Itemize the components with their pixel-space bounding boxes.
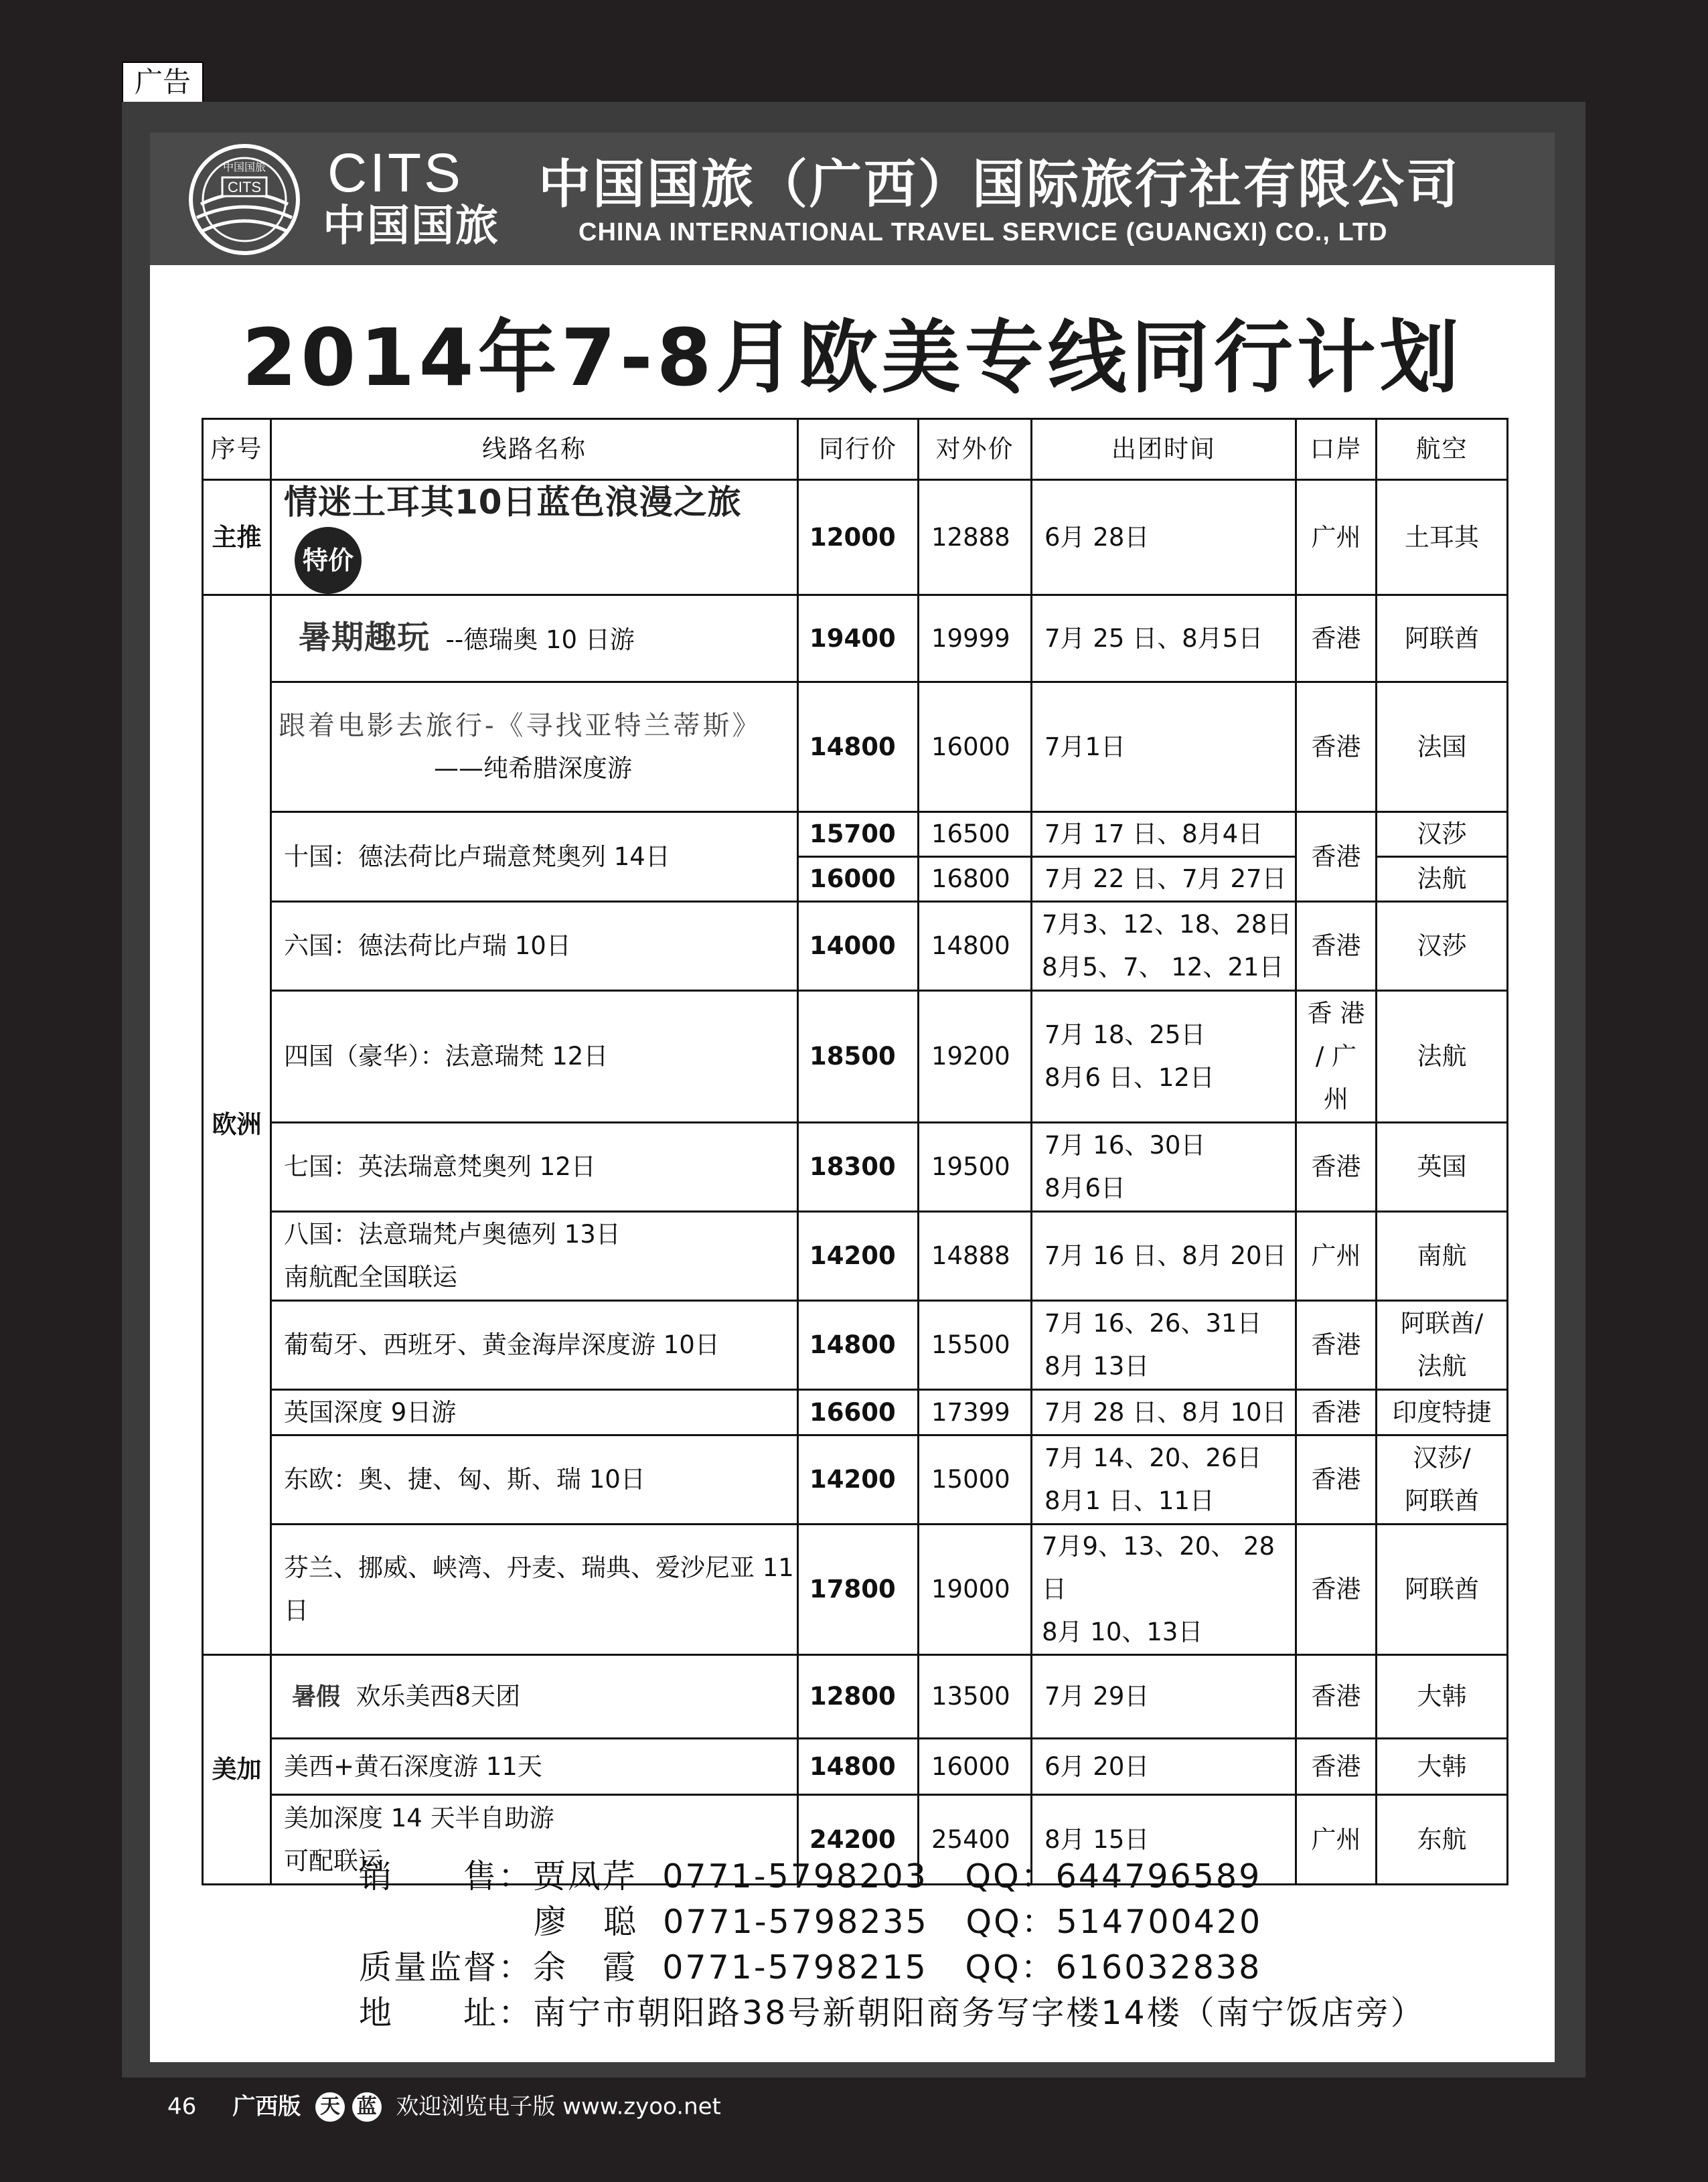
col-header-departure: 出团时间 (1032, 419, 1296, 480)
trade-price-cell: 14000 (798, 902, 919, 991)
departure-cell: 7月1日 (1032, 682, 1296, 812)
departure-line: 7月 16、30日 (1044, 1131, 1206, 1160)
trade-price-cell: 14200 (798, 1212, 919, 1301)
retail-price-cell: 17399 (919, 1390, 1032, 1435)
departure-cell: 6月 28日 (1032, 480, 1296, 595)
airline-cell: 汉莎 (1377, 902, 1508, 991)
port-cell: 香港 (1296, 1435, 1377, 1525)
page-title: 2014年7-8月欧美专线同行计划 (242, 311, 1463, 404)
route-name-cell: 美西+黄石深度游 11天 (271, 1739, 798, 1795)
departure-line: 8月 10、13日 (1042, 1618, 1203, 1646)
airline-cell: 大韩 (1377, 1739, 1508, 1795)
trade-price-cell: 14800 (798, 682, 919, 812)
departure-cell: 7月 28 日、8月 10日 (1032, 1390, 1296, 1435)
departure-cell: 7月 16 日、8月 20日 (1032, 1212, 1296, 1301)
trade-price-cell: 24200 (798, 1795, 919, 1885)
departure-line: 8月6日 (1044, 1174, 1126, 1202)
company-name-en: CHINA INTERNATIONAL TRAVEL SERVICE (GUANGXI) CO., LTD (578, 218, 1388, 246)
retail-price-cell: 14800 (919, 902, 1032, 991)
airline-cell: 汉莎 (1377, 812, 1508, 857)
contact-qq-label: QQ： (965, 1903, 1057, 1941)
contact-label: 销 售： (359, 1857, 534, 1895)
departure-cell: 7月 22 日、7月 27日 (1032, 857, 1296, 902)
table-row (203, 991, 1508, 1123)
port-cell: 香港 (1296, 1123, 1377, 1212)
logo-ring-text: 中国国旅 (222, 161, 266, 173)
route-name: 欢乐美西8天团 (356, 1681, 521, 1711)
route-name-cell: 七国：英法瑞意梵奥列 12日 (271, 1123, 798, 1212)
table-row (203, 480, 1508, 595)
contact-label: 质量监督： (359, 1948, 534, 1986)
port-cell: 香港 (1296, 1301, 1377, 1390)
table-row (203, 595, 1508, 682)
address-text: 南宁市朝阳路38号新朝阳商务写字楼14楼（南宁饭店旁） (533, 1994, 1425, 2032)
airline-cell: 阿联酋 (1377, 595, 1508, 682)
departure-line: 8月5、7、 12、21日 (1042, 953, 1284, 982)
port-cell: 香港 (1296, 812, 1377, 902)
edition-label: 广西版 (232, 2093, 301, 2120)
port-cell: 广州 (1296, 1795, 1377, 1885)
departure-cell (1032, 991, 1296, 1123)
company-banner (150, 133, 1555, 265)
region-cell: 欧洲 (203, 595, 271, 1655)
route-name: 美加深度 14 天半自助游 (284, 1803, 554, 1833)
departure-cell (1032, 902, 1296, 991)
departure-line: 8月6 日、12日 (1044, 1063, 1215, 1092)
contact-name: 余 霞 (533, 1948, 638, 1986)
ad-panel (150, 133, 1555, 2062)
airline-cell (1377, 1301, 1508, 1390)
retail-price-cell: 25400 (919, 1795, 1032, 1885)
airline-cell: 法国 (1377, 682, 1508, 812)
contact-name: 廖 聪 (534, 1903, 639, 1941)
departure-cell: 7月 29日 (1032, 1655, 1296, 1739)
table-row (203, 1212, 1508, 1301)
route-subtitle: ——纯希腊深度游 (434, 753, 632, 783)
route-subtitle: 可配联运 (284, 1846, 383, 1875)
cits-globe-logo-icon (187, 143, 301, 256)
airline-cell: 法航 (1377, 991, 1508, 1123)
brand-mark-icon: 蓝 (352, 2092, 382, 2122)
route-name: 八国：法意瑞梵卢奥德列 13日 (284, 1220, 621, 1249)
col-header-seq: 序号 (203, 419, 271, 480)
contact-phone: 0771-5798215 (662, 1948, 928, 1986)
port-cell: 香港 (1296, 682, 1377, 812)
airline-cell: 南航 (1377, 1212, 1508, 1301)
trade-price-cell: 16600 (798, 1390, 919, 1435)
port-cell (1296, 991, 1377, 1123)
page-footer (167, 2089, 721, 2122)
departure-cell: 7月 17 日、8月4日 (1032, 812, 1296, 857)
contact-row (359, 1857, 1261, 1897)
table-header-row (203, 419, 1508, 480)
port-cell: 广州 (1296, 480, 1377, 595)
trade-price-cell: 15700 (798, 812, 919, 857)
company-name-cn: 中国国旅（广西）国际旅行社有限公司 (538, 155, 1461, 215)
col-header-route: 线路名称 (271, 419, 798, 480)
port-cell: 香港 (1296, 595, 1377, 682)
region-cell: 主推 (203, 480, 271, 595)
page-number: 46 (167, 2093, 197, 2120)
departure-line: 7月 14、20、26日 (1044, 1444, 1262, 1472)
port-cell: 香港 (1296, 1525, 1377, 1655)
trade-price-cell: 12800 (798, 1655, 919, 1739)
airline-line: 汉莎/ (1413, 1444, 1471, 1472)
route-name-cell (271, 1655, 798, 1739)
retail-price-cell: 16800 (919, 857, 1032, 902)
col-header-airline: 航空 (1377, 419, 1508, 480)
table-row (203, 902, 1508, 991)
contact-qq: 616032838 (1055, 1948, 1262, 1986)
route-name-cell: 芬兰、挪威、峡湾、丹麦、瑞典、爱沙尼亚 11日 (271, 1525, 798, 1655)
route-name: 十国：德法荷比卢瑞意梵奥列 14日 (284, 842, 670, 871)
contact-row (359, 1948, 1261, 1988)
airline-cell (1377, 1435, 1508, 1525)
retail-price-cell: 19500 (919, 1123, 1032, 1212)
trade-price-cell: 17800 (798, 1525, 919, 1655)
footer-text: 欢迎浏览电子版 www.zyoo.net (396, 2093, 721, 2120)
route-subtitle: 南航配全国联运 (284, 1263, 457, 1292)
retail-price-cell: 19000 (919, 1525, 1032, 1655)
region-cell: 美加 (203, 1655, 271, 1885)
trade-price-cell: 14200 (798, 1435, 919, 1525)
table-row (203, 1655, 1508, 1739)
port-line: 香 港 (1307, 999, 1365, 1028)
trade-price-cell: 12000 (798, 480, 919, 595)
retail-price-cell: 14888 (919, 1212, 1032, 1301)
route-name: 情迷土耳其10日蓝色浪漫之旅 (284, 483, 742, 522)
col-header-port: 口岸 (1296, 419, 1377, 480)
trade-price-cell: 14800 (798, 1739, 919, 1795)
route-name-tag: 暑假 (292, 1683, 341, 1711)
route-name-cell (271, 812, 798, 902)
departure-line: 7月 16、26、31日 (1044, 1309, 1262, 1338)
retail-price-cell: 19200 (919, 991, 1032, 1123)
departure-cell: 8月 15日 (1032, 1795, 1296, 1885)
port-cell: 香港 (1296, 1655, 1377, 1739)
port-line: 州 (1324, 1085, 1348, 1113)
trade-price-cell: 19400 (798, 595, 919, 682)
contact-row (534, 1902, 1262, 1942)
departure-line: 7月3、12、18、28日 (1042, 910, 1292, 939)
route-name-cell: 六国：德法荷比卢瑞 10日 (271, 902, 798, 991)
route-name-cell: 英国深度 9日游 (271, 1390, 798, 1435)
airline-cell: 印度特捷 (1377, 1390, 1508, 1435)
airline-cell: 大韩 (1377, 1655, 1508, 1739)
route-name: --德瑞奥 10 日游 (445, 625, 635, 654)
logo-en: CITS (327, 143, 463, 204)
airline-cell: 英国 (1377, 1123, 1508, 1212)
retail-price-cell: 16000 (919, 682, 1032, 812)
ad-tag: 广告 (122, 62, 204, 103)
contact-phone: 0771-5798203 (662, 1857, 928, 1895)
trade-price-cell: 14800 (798, 1301, 919, 1390)
contact-qq: 514700420 (1056, 1903, 1263, 1941)
departure-line: 8月1 日、11日 (1044, 1486, 1215, 1515)
airline-line: 阿联酋/ (1400, 1309, 1484, 1338)
port-cell: 广州 (1296, 1212, 1377, 1301)
route-name-cell: 葡萄牙、西班牙、黄金海岸深度游 10日 (271, 1301, 798, 1390)
contact-qq-label: QQ： (965, 1948, 1056, 1986)
departure-cell: 6月 20日 (1032, 1739, 1296, 1795)
port-cell: 香港 (1296, 1739, 1377, 1795)
table-row (203, 1435, 1508, 1525)
address-label: 地 址： (359, 1994, 534, 2032)
col-header-retail-price: 对外价 (919, 419, 1032, 480)
retail-price-cell: 16000 (919, 1739, 1032, 1795)
port-cell: 香港 (1296, 902, 1377, 991)
retail-price-cell: 15500 (919, 1301, 1032, 1390)
col-header-trade-price: 同行价 (798, 419, 919, 480)
retail-price-cell: 15000 (919, 1435, 1032, 1525)
table-row (203, 1390, 1508, 1435)
departure-cell (1032, 1123, 1296, 1212)
airline-line: 法航 (1417, 1352, 1467, 1381)
table-row (203, 1739, 1508, 1795)
contact-name: 贾凤芹 (533, 1857, 638, 1895)
retail-price-cell: 12888 (919, 480, 1032, 595)
departure-line: 8月 13日 (1044, 1352, 1150, 1381)
address-row (359, 1993, 1425, 2033)
route-name: 跟着电影去旅行-《寻找亚特兰蒂斯》 (279, 710, 762, 741)
airline-cell: 阿联酋 (1377, 1525, 1508, 1655)
trade-price-cell: 18500 (798, 991, 919, 1123)
airline-cell: 法航 (1377, 857, 1508, 902)
departure-cell (1032, 1301, 1296, 1390)
departure-cell (1032, 1525, 1296, 1655)
departure-cell: 7月 25 日、8月5日 (1032, 595, 1296, 682)
route-name-cell (271, 595, 798, 682)
table-row (203, 1301, 1508, 1390)
logo-mark-text: CITS (227, 179, 262, 196)
route-name-cell (271, 682, 798, 812)
trade-price-cell: 16000 (798, 857, 919, 902)
table-row (203, 812, 1508, 857)
table-row (203, 682, 1508, 812)
logo-cn: 中国国旅 (323, 202, 499, 251)
special-price-badge: 特价 (295, 527, 362, 594)
table-row (203, 1123, 1508, 1212)
trade-price-cell: 18300 (798, 1123, 919, 1212)
route-name-cell (271, 1212, 798, 1301)
port-cell: 香港 (1296, 1390, 1377, 1435)
brand-mark-icon: 天 (315, 2092, 345, 2122)
airline-line: 阿联酋 (1405, 1486, 1479, 1515)
contact-phone: 0771-5798235 (663, 1903, 929, 1941)
airline-cell: 土耳其 (1377, 480, 1508, 595)
retail-price-cell: 19999 (919, 595, 1032, 682)
departure-line: 7月9、13、20、 28日 (1042, 1532, 1275, 1604)
contact-qq-label: QQ： (965, 1857, 1056, 1895)
route-name-cell: 四国（豪华）：法意瑞梵 12日 (271, 991, 798, 1123)
port-line: / 广 (1315, 1042, 1357, 1071)
tour-plan-table (202, 418, 1508, 1885)
retail-price-cell: 16500 (919, 812, 1032, 857)
table-row (203, 1525, 1508, 1655)
departure-cell (1032, 1435, 1296, 1525)
route-name-cell: 东欧：奥、捷、匈、斯、瑞 10日 (271, 1435, 798, 1525)
route-name-cell (271, 480, 798, 595)
contact-qq: 644796589 (1055, 1857, 1262, 1895)
airline-cell: 东航 (1377, 1795, 1508, 1885)
route-name-tag: 暑期趣玩 (299, 618, 431, 656)
retail-price-cell: 13500 (919, 1655, 1032, 1739)
departure-line: 7月 18、25日 (1044, 1020, 1206, 1049)
